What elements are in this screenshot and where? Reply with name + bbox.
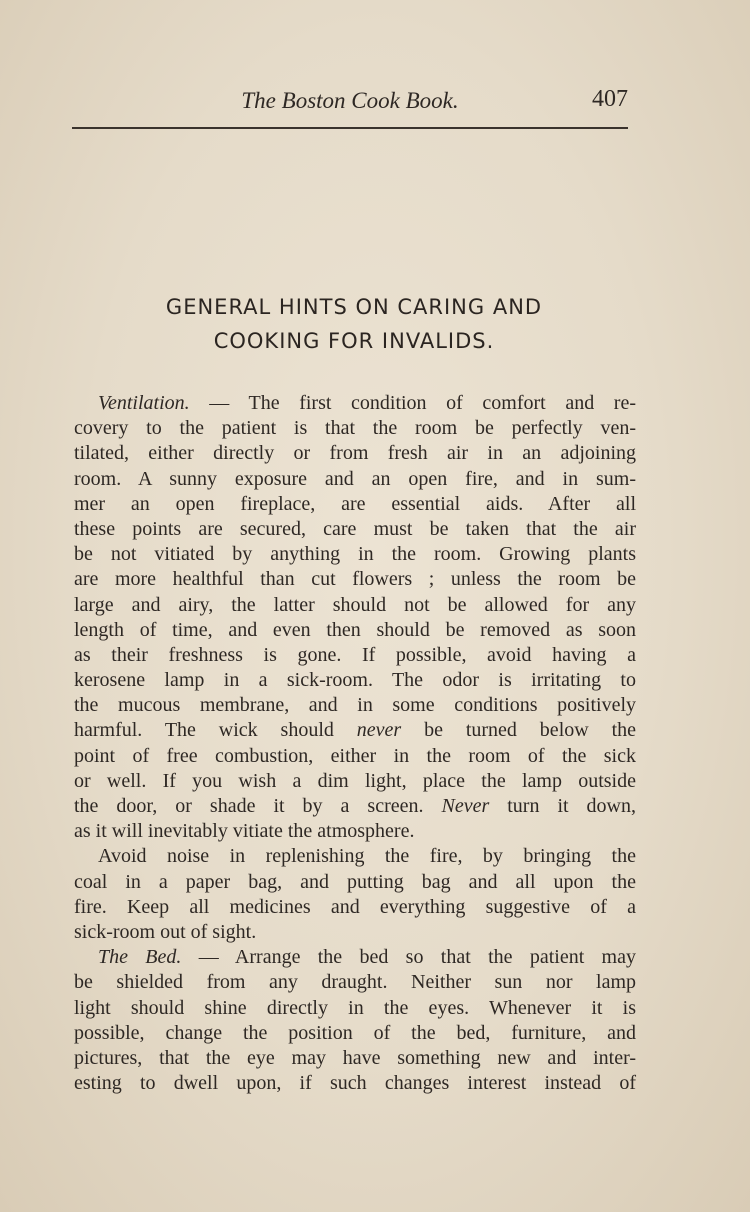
running-title: The Boston Cook Book.: [241, 88, 459, 113]
text-line: room. A sunny exposure and an open fire, and in sum-: [74, 467, 636, 490]
text-line: mer an open fireplace, are essential aids. After all: [74, 492, 636, 515]
text-line: length of time, and even then should be removed as soon: [74, 618, 636, 641]
text-line: [74, 718, 636, 743]
emphasis-never: never: [356, 719, 402, 742]
text-line: are more healthful than cut flowers ; unless the room be: [74, 568, 636, 591]
text-line: [74, 945, 636, 970]
text-run: — Arrange the bed so that the patient may: [181, 946, 636, 969]
text-run: the door, or shade it by a screen.: [74, 795, 442, 817]
text-line: light should shine directly in the eyes. Whenever it is: [74, 996, 636, 1019]
heading-line-1: GENERAL HINTS ON CARING AND: [165, 295, 543, 319]
text-line: [74, 391, 636, 416]
text-line: [74, 794, 636, 819]
text-line: sick-room out of sight.: [74, 920, 257, 943]
emphasis-never: Never: [441, 795, 490, 817]
text-line: or well. If you wish a dim light, place the lamp outside: [74, 769, 636, 792]
text-line: kerosene lamp in a sick-room. The odor is irritating to: [74, 669, 636, 692]
text-line: large and airy, the latter should not be allowed for any: [74, 593, 636, 616]
text-line: as it will inevitably vitiate the atmosphere.: [74, 820, 415, 843]
section-label-bed: The Bed.: [98, 946, 182, 969]
text-line: pictures, that the eye may have something new and inter-: [74, 1046, 636, 1069]
body-text: [74, 391, 636, 1096]
text-run: harmful. The wick should: [74, 719, 357, 742]
heading-line-2: COOKING FOR INVALIDS.: [213, 329, 495, 353]
text-line: fire. Keep all medicines and everything suggestive of a: [74, 895, 636, 918]
text-line: esting to dwell upon, if such changes interest instead of: [74, 1072, 636, 1095]
text-line: the mucous membrane, and in some conditions positively: [74, 694, 636, 717]
text-line: as their freshness is gone. If possible, avoid having a: [74, 643, 636, 666]
text-line: Avoid noise in replenishing the fire, by bringing the: [98, 845, 636, 868]
text-run: — The first condition of comfort and re-: [189, 392, 636, 414]
text-run: turn it down,: [489, 795, 636, 817]
text-line: these points are secured, care must be taken that the air: [74, 517, 636, 540]
text-line: possible, change the position of the bed, furniture, and: [74, 1021, 636, 1044]
running-head: [72, 84, 628, 124]
chapter-heading: [72, 290, 636, 358]
text-line: point of free combustion, either in the room of the sick: [74, 744, 636, 767]
text-line: tilated, either directly or from fresh air in an adjoining: [74, 442, 636, 465]
text-line: coal in a paper bag, and putting bag and all upon the: [74, 870, 636, 893]
text-line: be not vitiated by anything in the room. Growing plants: [74, 543, 636, 566]
text-line: covery to the patient is that the room be perfectly ven-: [74, 417, 636, 440]
page-number: 407: [592, 86, 628, 112]
text-run: be turned below the: [401, 719, 636, 742]
text-line: be shielded from any draught. Neither sun nor lamp: [74, 971, 636, 994]
section-label-ventilation: Ventilation.: [98, 392, 190, 414]
header-rule: [72, 127, 628, 129]
